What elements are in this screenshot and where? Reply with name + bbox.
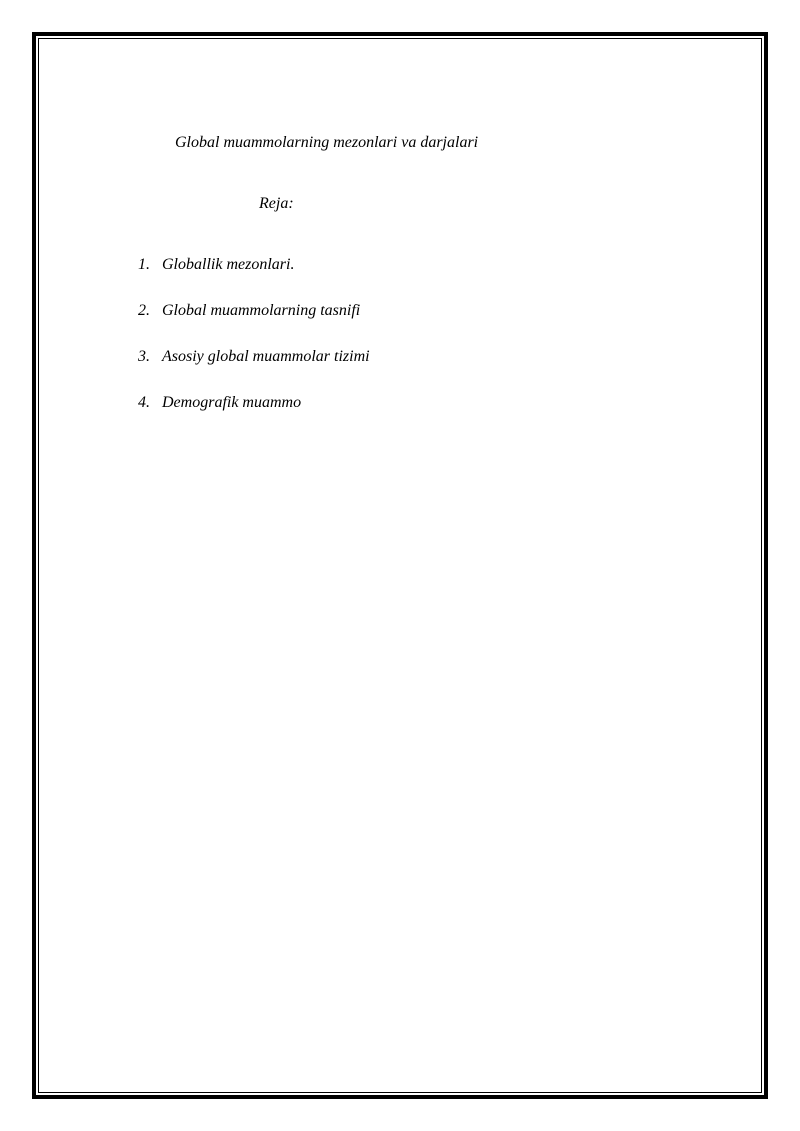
plan-heading: Reja: xyxy=(259,195,294,212)
plan-item-number: 1. xyxy=(138,256,150,273)
plan-item-number: 2. xyxy=(138,302,150,319)
plan-item-text: Global muammolarning tasnifi xyxy=(162,302,361,319)
plan-item-text: Globallik mezonlari. xyxy=(162,256,295,273)
plan-item-text: Asosiy global muammolar tizimi xyxy=(162,348,370,365)
plan-item-2 xyxy=(138,302,370,348)
plan-item-number: 3. xyxy=(138,348,150,365)
document-title: Global muammolarning mezonlari va darjalari xyxy=(175,134,479,151)
plan-item-number: 4. xyxy=(138,394,150,411)
plan-list xyxy=(138,256,370,440)
plan-item-3 xyxy=(138,348,370,394)
plan-item-1 xyxy=(138,256,370,302)
plan-item-4 xyxy=(138,394,370,440)
page-border-inner xyxy=(38,38,762,1093)
plan-item-text: Demografik muammo xyxy=(162,394,302,411)
